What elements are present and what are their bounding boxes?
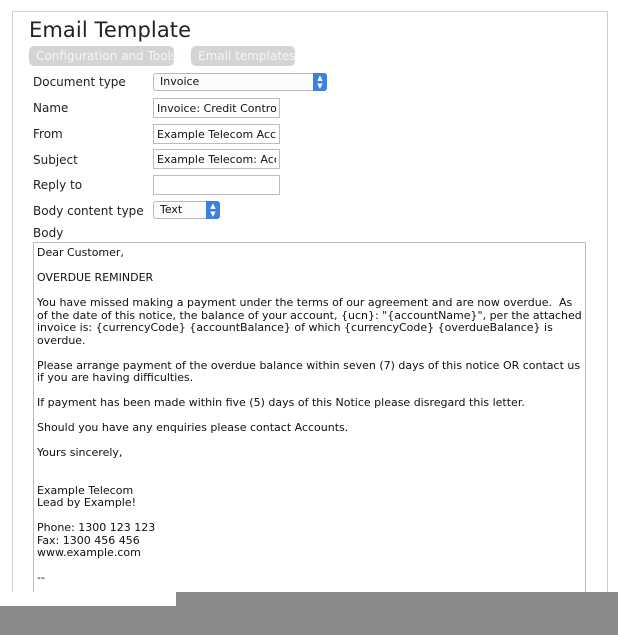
email-template-panel <box>12 11 608 635</box>
reply-to-input[interactable] <box>153 175 280 195</box>
bottom-overlay-bar <box>0 592 618 635</box>
reply-to-label: Reply to <box>33 178 83 192</box>
subject-input[interactable] <box>153 149 280 169</box>
body-line: Lead by Example! <box>37 496 137 509</box>
from-label: From <box>33 127 63 141</box>
body-line: Please arrange payment of the overdue balance within seven (7) days of this notice OR contact us if you are having difficulties. <box>37 358 584 384</box>
overlay-notch <box>0 592 176 606</box>
body-line: Yours sincerely, <box>37 446 123 459</box>
body-line: Phone: 1300 123 123 <box>37 521 156 534</box>
body-line: OVERDUE REMINDER <box>37 271 154 284</box>
body-line: www.example.com <box>37 546 141 559</box>
tab-configuration-and-tools[interactable]: Configuration and Tools <box>29 46 174 66</box>
body-line: Dear Customer, <box>37 246 124 259</box>
body-line: -- <box>37 571 45 584</box>
body-content-type-value: Text <box>160 203 183 216</box>
body-line: Example Telecom <box>37 483 134 497</box>
body-line <box>37 560 582 573</box>
body-line: Fax: 1300 456 456 <box>37 533 140 547</box>
body-line <box>37 347 582 360</box>
body-content-type-label: Body content type <box>33 204 144 218</box>
document-type-select[interactable] <box>153 73 327 91</box>
subject-label: Subject <box>33 153 78 167</box>
from-input[interactable] <box>153 124 280 144</box>
document-type-value: Invoice <box>160 75 200 88</box>
name-label: Name <box>33 101 69 115</box>
tab-email-templates[interactable]: Email templates <box>191 46 295 66</box>
body-line: If payment has been made within five (5) days of this Notice please disregard this letter. <box>37 396 525 409</box>
page-title: Email Template <box>29 18 192 42</box>
body-line <box>37 472 582 485</box>
body-content-type-select[interactable] <box>153 201 220 219</box>
select-arrows-icon: ▲ ▼ <box>206 201 220 219</box>
body-line: Should you have any enquiries please contact Accounts. <box>37 421 349 434</box>
body-line: You have missed making a payment under the terms of our agreement and are now overdue. As of the date of this notice, the balance of your account, {ucn}: "{accountName}", per the attached invoice is: {currencyCode} {accountBalance} of which {currencyCode} {overdueBalance} is overdue. <box>37 296 586 347</box>
body-line <box>37 460 582 473</box>
body-label: Body <box>33 226 64 240</box>
select-arrows-icon: ▲ ▼ <box>313 73 327 91</box>
body-textarea[interactable] <box>33 242 586 635</box>
name-input[interactable] <box>153 98 280 118</box>
document-type-label: Document type <box>33 75 126 89</box>
